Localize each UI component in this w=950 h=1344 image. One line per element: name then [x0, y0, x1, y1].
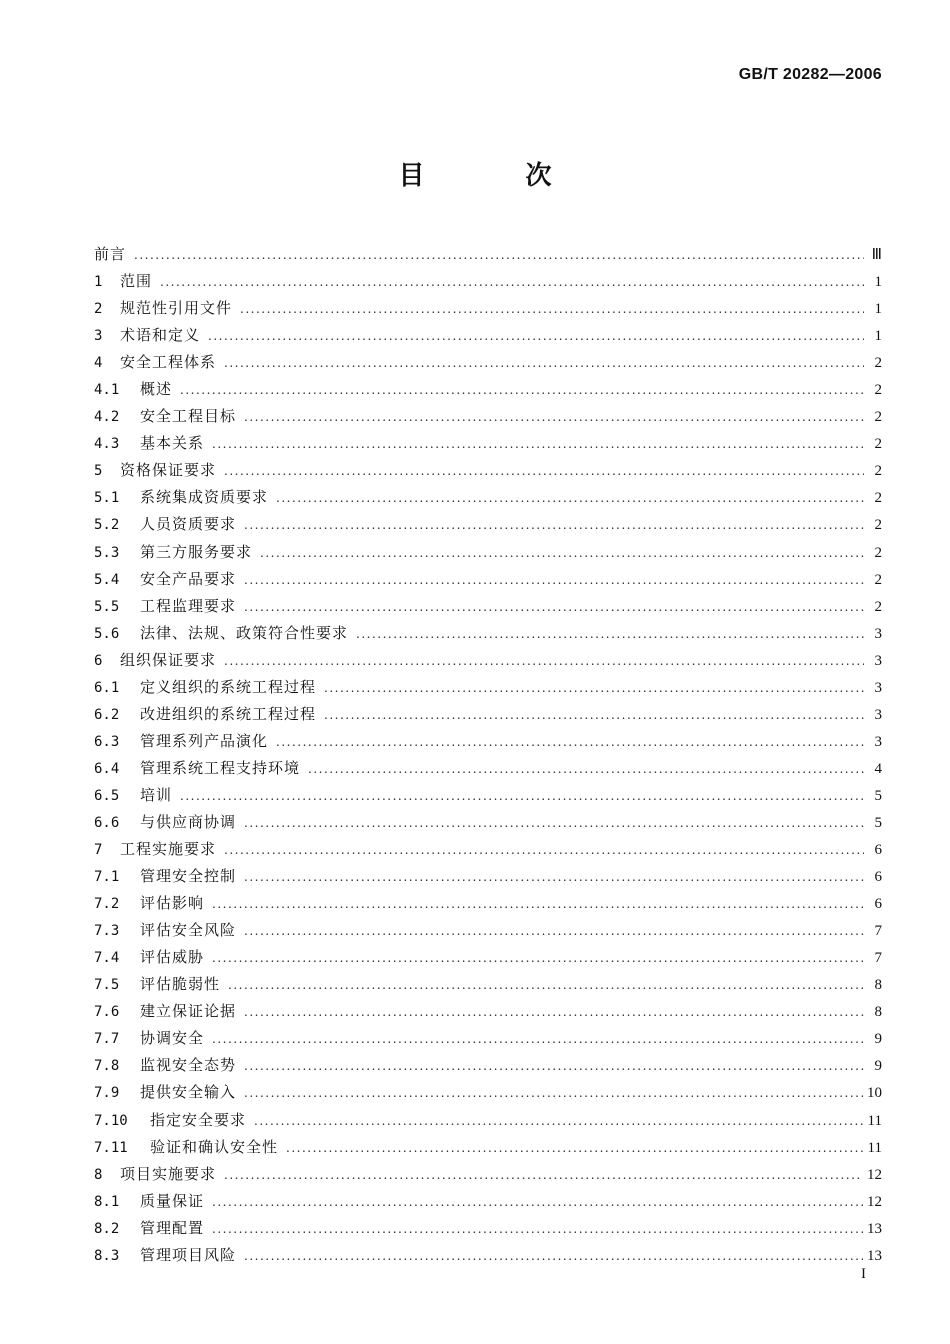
toc-leader-dots — [228, 972, 864, 999]
toc-leader-dots — [254, 1108, 864, 1135]
toc-leader-dots — [244, 864, 864, 891]
toc-entry-title: 安全工程体系 — [120, 353, 217, 372]
toc-entry-page: 2 — [874, 544, 882, 561]
toc-entry-title: 工程监理要求 — [140, 596, 237, 615]
toc-leader-dots — [212, 1026, 864, 1053]
toc-entry-number: 7.8 — [94, 1058, 120, 1075]
toc-entry-title: 前言 — [94, 245, 127, 263]
toc-entry-page: 3 — [874, 652, 882, 669]
toc-entry-page: 10 — [867, 1085, 882, 1102]
toc-entry[interactable] — [94, 403, 882, 430]
toc-entry[interactable] — [94, 322, 882, 349]
toc-entry-title: 评估安全风险 — [140, 921, 237, 940]
toc-entry-number: 7.9 — [94, 1085, 120, 1102]
toc-entry-page: 12 — [867, 1166, 882, 1183]
toc-entry-number: 5.2 — [94, 517, 120, 534]
toc-entry-page: 8 — [874, 1004, 882, 1021]
toc-entry-page: 7 — [874, 923, 882, 940]
toc-entry-page: 11 — [867, 1139, 882, 1156]
toc-entry-page: Ⅲ — [871, 247, 882, 263]
toc-entry-number: 7.3 — [94, 923, 120, 940]
toc-entry-page: 9 — [874, 1058, 882, 1075]
toc-entry-number: 7 — [94, 842, 103, 859]
toc-entry-page: 6 — [874, 842, 882, 859]
toc-entry-title: 安全工程目标 — [140, 407, 237, 426]
toc-entry-title: 法律、法规、政策符合性要求 — [140, 623, 349, 642]
toc-entry-number: 6.2 — [94, 706, 120, 723]
toc-entry-title: 评估脆弱性 — [140, 975, 221, 994]
toc-entry[interactable] — [94, 349, 882, 376]
toc-leader-dots — [244, 1243, 863, 1270]
toc-entry-title: 概述 — [140, 380, 173, 399]
toc-leader-dots — [160, 269, 864, 296]
toc-entry-page: 1 — [874, 301, 882, 318]
toc-entry-page: 2 — [874, 382, 882, 399]
toc-entry-number: 7.1 — [94, 869, 120, 886]
toc-entry-page: 5 — [874, 814, 882, 831]
toc-entry[interactable] — [94, 620, 882, 647]
toc-entry-number: 3 — [94, 328, 103, 345]
toc-entry-number: 4.2 — [94, 409, 120, 426]
toc-entry-page: 2 — [874, 355, 882, 372]
toc-entry[interactable] — [94, 674, 882, 701]
toc-entry-page: 5 — [874, 787, 882, 804]
toc-entry-page: 3 — [874, 679, 882, 696]
toc-leader-dots — [244, 567, 864, 594]
toc-leader-dots — [286, 1135, 864, 1162]
toc-entry-page: 2 — [874, 409, 882, 426]
toc-entry[interactable] — [94, 971, 882, 998]
toc-entry[interactable] — [94, 890, 882, 917]
toc-entry-title: 基本关系 — [140, 434, 205, 453]
toc-leader-dots — [180, 377, 864, 404]
toc-entry-number: 6.5 — [94, 787, 120, 804]
toc-entry[interactable] — [94, 701, 882, 728]
toc-entry-title: 项目实施要求 — [120, 1164, 217, 1183]
toc-entry[interactable] — [94, 376, 882, 403]
toc-entry-number: 1 — [94, 274, 103, 291]
standard-code: GB/T 20282—2006 — [738, 66, 882, 83]
toc-entry-page: 2 — [874, 436, 882, 453]
toc-entry-number: 5.5 — [94, 598, 120, 615]
page-number: I — [861, 1266, 866, 1282]
toc-leader-dots — [276, 729, 864, 756]
toc-entry-title: 术语和定义 — [120, 326, 201, 345]
toc-entry-title: 评估威胁 — [140, 948, 205, 967]
toc-leader-dots — [134, 242, 864, 269]
toc-entry-page: 13 — [867, 1220, 882, 1237]
toc-leader-dots — [308, 756, 864, 783]
toc-entry-number: 4 — [94, 355, 103, 372]
toc-entry-title: 管理系统工程支持环境 — [140, 758, 301, 777]
toc-leader-dots — [244, 810, 864, 837]
toc-leader-dots — [180, 783, 864, 810]
toc-entry-title: 协调安全 — [140, 1029, 205, 1048]
table-of-contents — [94, 241, 882, 1269]
toc-entry-page: 13 — [867, 1247, 882, 1264]
toc-entry[interactable] — [94, 593, 882, 620]
toc-leader-dots — [240, 296, 864, 323]
toc-entry-number: 8.3 — [94, 1247, 120, 1264]
toc-leader-dots — [260, 540, 864, 567]
toc-entry-page: 8 — [874, 977, 882, 994]
toc-leader-dots — [212, 1216, 863, 1243]
toc-entry-title: 监视安全态势 — [140, 1056, 237, 1075]
toc-entry-page: 4 — [874, 760, 882, 777]
toc-entry-page: 7 — [874, 950, 882, 967]
toc-entry-title: 组织保证要求 — [120, 650, 217, 669]
toc-entry[interactable] — [94, 1134, 882, 1161]
toc-entry-number: 4.3 — [94, 436, 120, 453]
toc-entry[interactable] — [94, 1188, 882, 1215]
toc-leader-dots — [224, 350, 864, 377]
toc-entry-page: 9 — [874, 1031, 882, 1048]
toc-entry[interactable] — [94, 782, 882, 809]
toc-entry-title: 范围 — [120, 272, 153, 291]
toc-entry[interactable] — [94, 755, 882, 782]
toc-entry-number: 5.6 — [94, 625, 120, 642]
toc-entry-page: 6 — [874, 896, 882, 913]
toc-entry[interactable] — [94, 1025, 882, 1052]
toc-entry-page: 6 — [874, 869, 882, 886]
toc-leader-dots — [224, 1162, 863, 1189]
toc-leader-dots — [324, 675, 864, 702]
toc-entry-title: 系统集成资质要求 — [140, 488, 269, 507]
toc-entry-title: 资格保证要求 — [120, 461, 217, 480]
toc-entry-title: 人员资质要求 — [140, 515, 237, 534]
toc-leader-dots — [276, 485, 864, 512]
toc-entry-title: 管理安全控制 — [140, 867, 237, 886]
toc-entry[interactable] — [94, 809, 882, 836]
toc-entry[interactable] — [94, 457, 882, 484]
toc-entry-title: 评估影响 — [140, 894, 205, 913]
toc-entry-title: 验证和确认安全性 — [150, 1137, 279, 1156]
toc-entry-page: 2 — [874, 517, 882, 534]
toc-entry-number: 2 — [94, 301, 103, 318]
toc-leader-dots — [244, 918, 864, 945]
toc-entry-title: 提供安全输入 — [140, 1083, 237, 1102]
toc-entry-number: 8.2 — [94, 1220, 120, 1237]
toc-entry-title: 定义组织的系统工程过程 — [140, 677, 317, 696]
toc-entry-page: 11 — [867, 1112, 882, 1129]
toc-leader-dots — [212, 945, 864, 972]
toc-leader-dots — [208, 323, 864, 350]
toc-leader-dots — [212, 431, 864, 458]
toc-entry-title: 培训 — [140, 785, 173, 804]
toc-leader-dots — [244, 1053, 864, 1080]
toc-entry[interactable] — [94, 1079, 882, 1106]
toc-entry[interactable] — [94, 836, 882, 863]
toc-entry[interactable] — [94, 539, 882, 566]
toc-entry-title: 规范性引用文件 — [120, 299, 233, 318]
toc-entry-title: 管理项目风险 — [140, 1245, 237, 1264]
toc-leader-dots — [212, 891, 864, 918]
toc-entry-number: 7.5 — [94, 977, 120, 994]
toc-entry[interactable] — [94, 484, 882, 511]
toc-entry-page: 1 — [874, 274, 882, 291]
toc-entry-title: 改进组织的系统工程过程 — [140, 704, 317, 723]
toc-entry-number: 6.6 — [94, 814, 120, 831]
toc-leader-dots — [212, 1189, 863, 1216]
toc-leader-dots — [244, 404, 864, 431]
toc-leader-dots — [324, 702, 864, 729]
toc-entry-title: 建立保证论据 — [140, 1002, 237, 1021]
toc-entry-page: 3 — [874, 706, 882, 723]
toc-entry-number: 7.2 — [94, 896, 120, 913]
toc-entry-page: 1 — [874, 328, 882, 345]
toc-entry-page: 2 — [874, 463, 882, 480]
toc-entry[interactable] — [94, 511, 882, 538]
toc-entry[interactable] — [94, 430, 882, 457]
toc-entry-number: 6 — [94, 652, 103, 669]
toc-leader-dots — [356, 621, 864, 648]
toc-entry-page: 12 — [867, 1193, 882, 1210]
toc-entry-number: 7.7 — [94, 1031, 120, 1048]
toc-entry[interactable] — [94, 917, 882, 944]
toc-leader-dots — [244, 594, 864, 621]
toc-entry-title: 质量保证 — [140, 1191, 205, 1210]
toc-leader-dots — [244, 1080, 863, 1107]
toc-leader-dots — [224, 458, 864, 485]
toc-entry[interactable] — [94, 647, 882, 674]
toc-entry[interactable] — [94, 295, 882, 322]
toc-entry-number: 8.1 — [94, 1193, 120, 1210]
toc-entry-number: 5.1 — [94, 490, 120, 507]
toc-entry-number: 6.3 — [94, 733, 120, 750]
toc-leader-dots — [244, 512, 864, 539]
toc-entry[interactable] — [94, 241, 882, 268]
toc-entry[interactable] — [94, 1107, 882, 1134]
toc-entry-number: 7.10 — [94, 1112, 128, 1129]
toc-entry[interactable] — [94, 944, 882, 971]
toc-entry-page: 3 — [874, 625, 882, 642]
toc-entry-title: 指定安全要求 — [150, 1110, 247, 1129]
toc-leader-dots — [224, 837, 864, 864]
toc-entry[interactable] — [94, 998, 882, 1025]
toc-entry[interactable] — [94, 863, 882, 890]
toc-entry-number: 4.1 — [94, 382, 120, 399]
toc-entry-number: 5.4 — [94, 571, 120, 588]
toc-entry[interactable] — [94, 268, 882, 295]
toc-entry-page: 2 — [874, 571, 882, 588]
toc-entry-title: 管理配置 — [140, 1218, 205, 1237]
toc-entry-number: 5 — [94, 463, 103, 480]
toc-leader-dots — [244, 999, 864, 1026]
toc-entry-number: 5.3 — [94, 544, 120, 561]
toc-entry[interactable] — [94, 1052, 882, 1079]
toc-entry-number: 8 — [94, 1166, 103, 1183]
toc-entry[interactable] — [94, 566, 882, 593]
toc-entry[interactable] — [94, 1161, 882, 1188]
toc-entry-number: 6.1 — [94, 679, 120, 696]
toc-entry[interactable] — [94, 1215, 882, 1242]
toc-entry-title: 管理系列产品演化 — [140, 731, 269, 750]
toc-entry-title: 第三方服务要求 — [140, 542, 253, 561]
toc-entry-number: 7.6 — [94, 1004, 120, 1021]
toc-entry-page: 2 — [874, 598, 882, 615]
toc-entry-page: 2 — [874, 490, 882, 507]
toc-entry-number: 7.11 — [94, 1139, 128, 1156]
toc-entry-page: 3 — [874, 733, 882, 750]
page-title: 目 次 — [398, 161, 598, 191]
toc-entry-number: 6.4 — [94, 760, 120, 777]
toc-leader-dots — [224, 648, 864, 675]
toc-entry-title: 工程实施要求 — [120, 840, 217, 859]
toc-entry[interactable] — [94, 1242, 882, 1269]
toc-entry-title: 安全产品要求 — [140, 569, 237, 588]
toc-entry[interactable] — [94, 728, 882, 755]
toc-entry-number: 7.4 — [94, 950, 120, 967]
toc-entry-title: 与供应商协调 — [140, 812, 237, 831]
